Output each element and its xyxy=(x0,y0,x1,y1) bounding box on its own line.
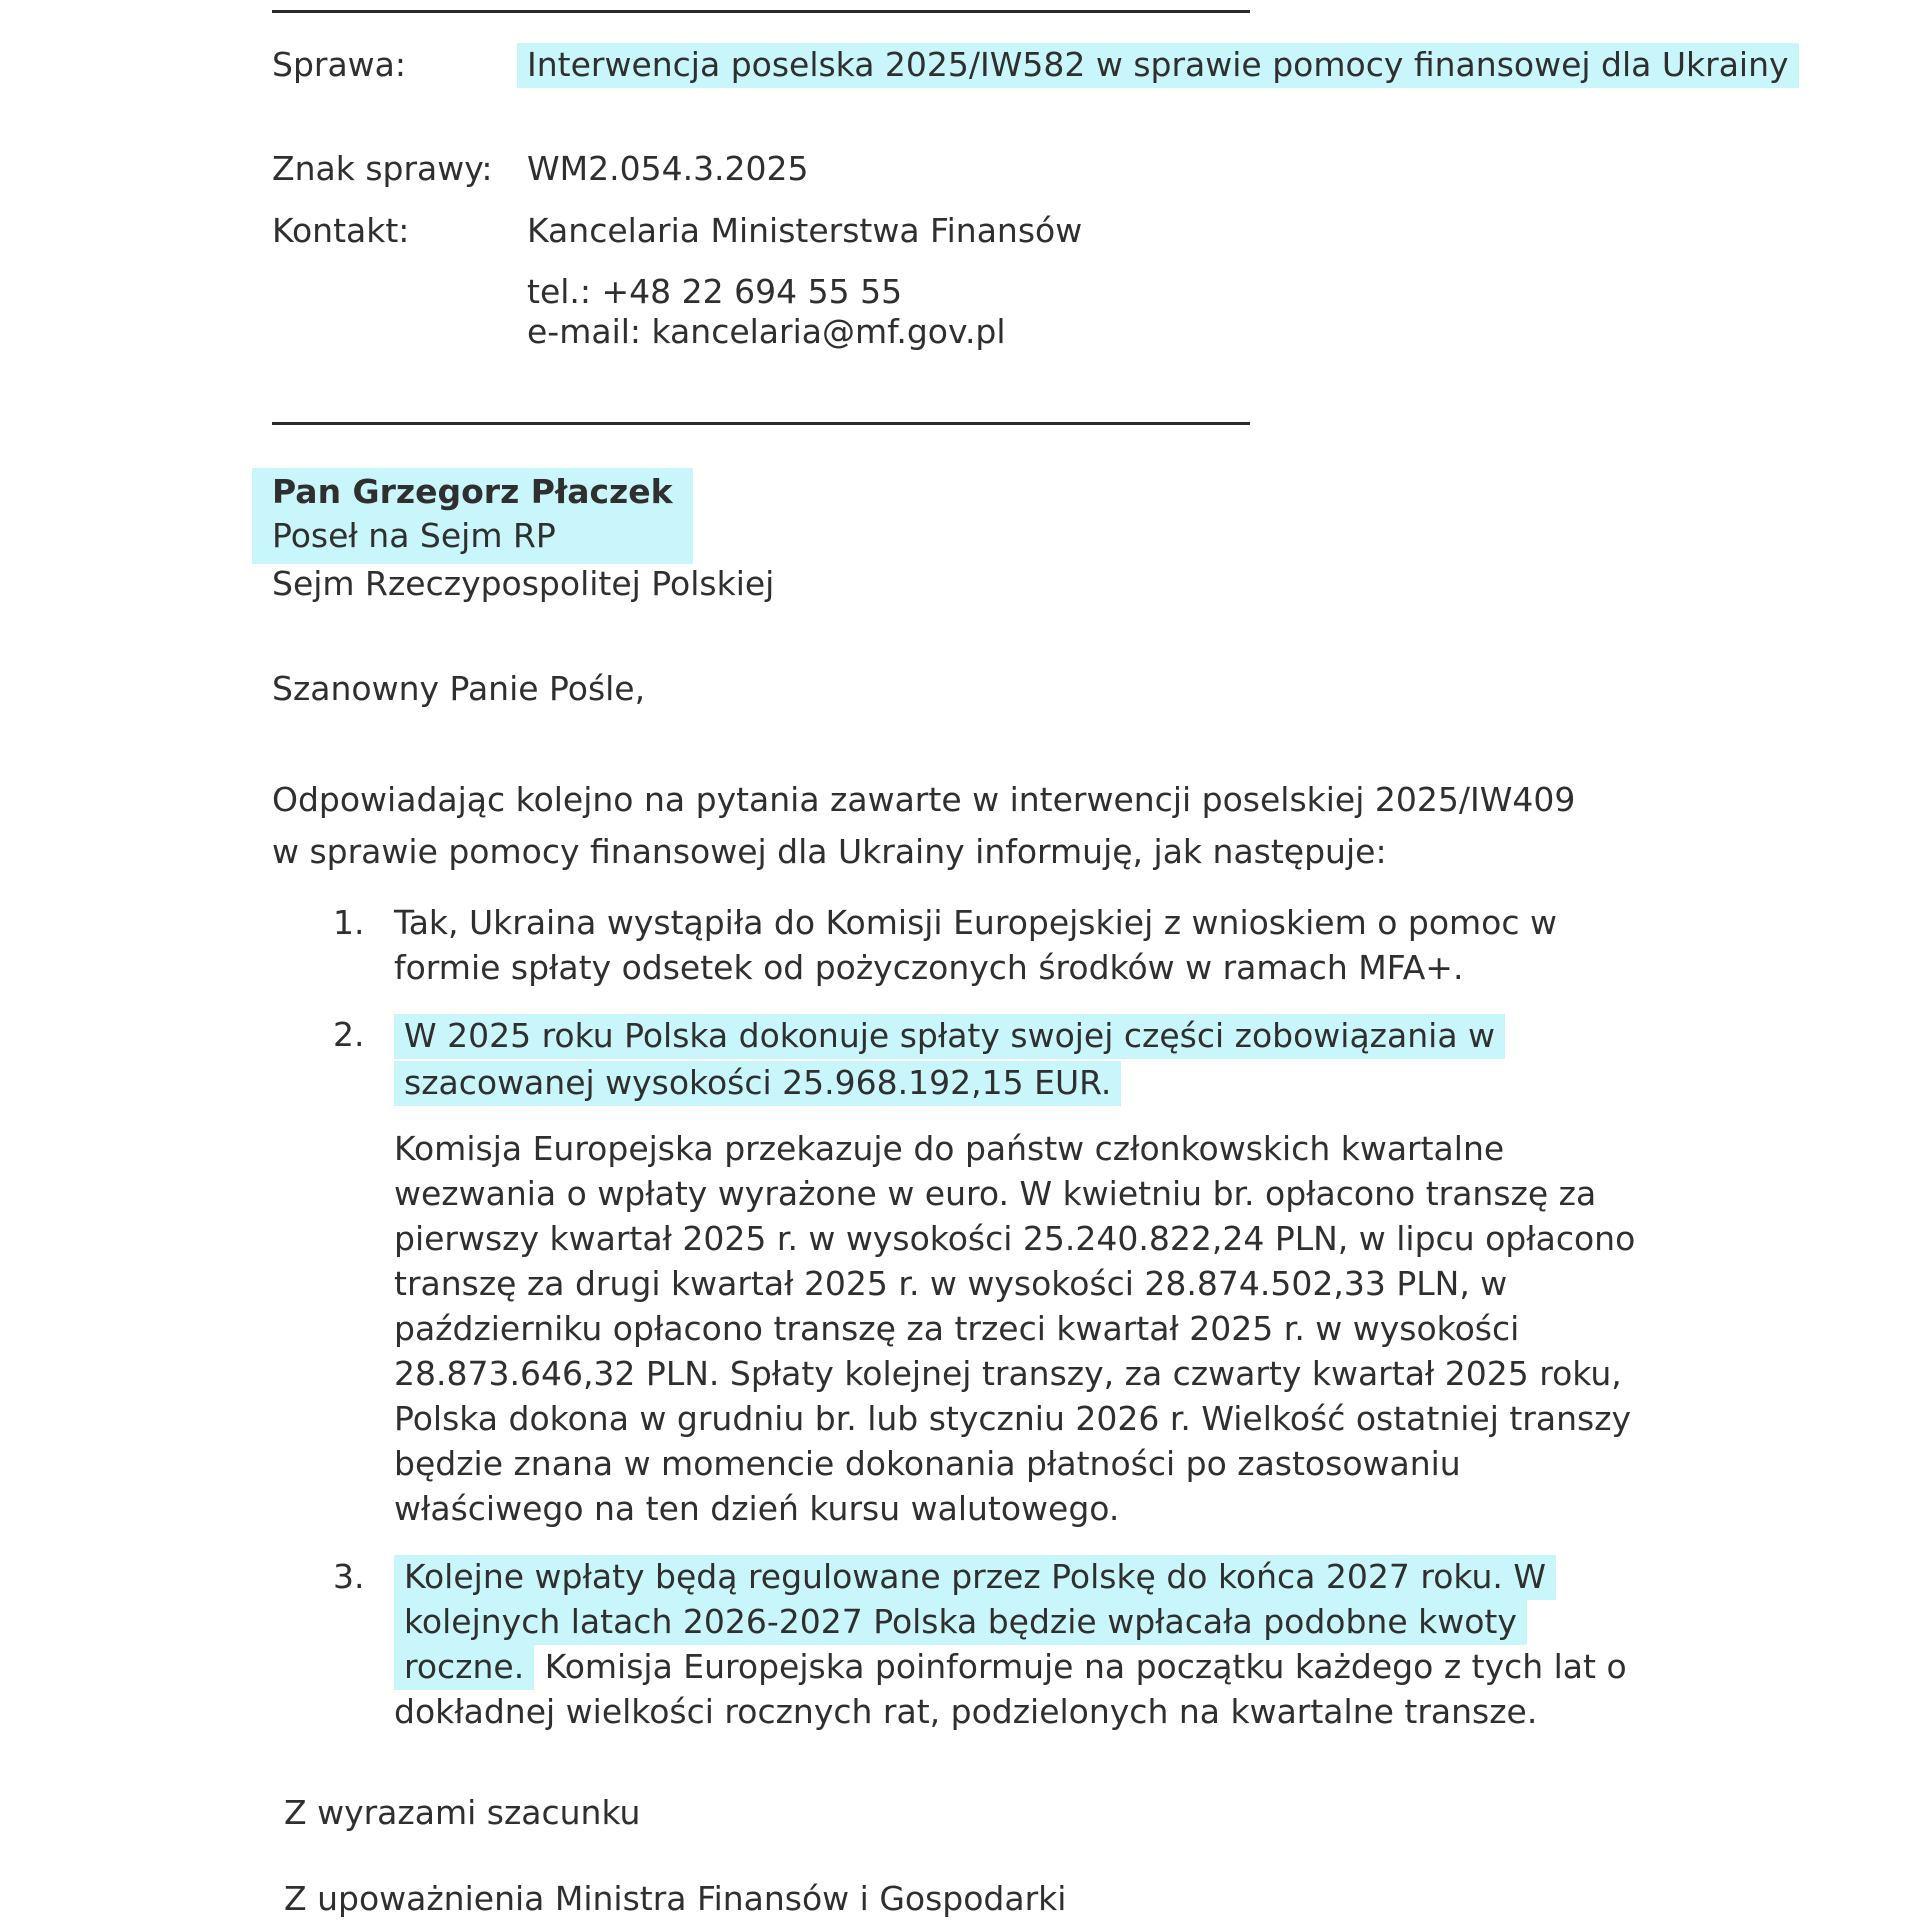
reference-row xyxy=(272,148,809,190)
contact-row xyxy=(272,210,1082,252)
list-item-3-highlight: Kolejne wpłaty będą regulowane przez Polskę do końca 2027 roku. W kolejnych latach 2026-2027 Polska będzie wpłacała podobne kwoty roczne. xyxy=(394,1555,1556,1690)
list-item-2 xyxy=(394,1012,1524,1106)
list-item-3-rest: Komisja Europejska poinformuje na początku każdego z tych lat o dokładnej wielkości rocznych rat, podzielonych na kwartalne transze. xyxy=(394,1647,1627,1731)
intro-paragraph: Odpowiadając kolejno na pytania zawarte w interwencji poselskiej 2025/IW409 w sprawie pomocy finansowej dla Ukrainy informuję, jak następuje: xyxy=(272,780,1576,871)
contact-email[interactable]: e-mail: kancelaria@mf.gov.pl xyxy=(527,312,1006,351)
case-row xyxy=(272,44,1887,86)
list-number-3: 3. xyxy=(333,1557,365,1596)
top-divider xyxy=(272,10,1250,13)
recipient-institution: Sejm Rzeczypospolitej Polskiej xyxy=(272,564,775,603)
closing: Z wyrazami szacunku xyxy=(284,1793,641,1832)
case-value: Interwencja poselska 2025/IW582 w sprawie pomocy finansowej dla Ukrainy xyxy=(517,43,1799,88)
list-item-1: Tak, Ukraina wystąpiła do Komisji Europejskiej z wnioskiem o pomoc w formie spłaty odsetek od pożyczonych środków w ramach MFA+. xyxy=(394,903,1557,987)
contact-details xyxy=(272,272,1006,352)
recipient-block xyxy=(272,468,774,606)
list-number-2: 2. xyxy=(333,1015,365,1054)
recipient-title: Poseł na Sejm RP xyxy=(272,516,556,555)
contact-label: Kontakt: xyxy=(272,211,410,250)
recipient-name: Pan Grzegorz Płaczek xyxy=(272,472,673,511)
list-number-1: 1. xyxy=(333,903,365,942)
greeting: Szanowny Panie Pośle, xyxy=(272,669,646,708)
list-item-2-highlight: W 2025 roku Polska dokonuje spłaty swojej części zobowiązania w szacowanej wysokości 25.968.192,15 EUR. xyxy=(394,1014,1505,1106)
list-item-2-detail: Komisja Europejska przekazuje do państw członkowskich kwartalne wezwania o wpłaty wyrażone w euro. W kwietniu br. opłacono transzę za pierwszy kwartał 2025 r. w wysokości 25.240.822,24 PLN, w lipcu opłacono transzę za drugi kwartał 2025 r. w wysokości 28.874.502,33 PLN, w październiku opłacono transzę za trzeci kwartał 2025 r. w wysokości 28.873.646,32 PLN. Spłaty kolejnej transzy, za czwarty kwartał 2025 roku, Polska dokona w grudniu br. lub styczniu 2026 r. Wielkość ostatniej transzy będzie znana w momencie dokonania płatności po zastosowaniu właściwego na ten dzień kursu walutowego. xyxy=(394,1129,1636,1528)
list-item-3 xyxy=(394,1554,1644,1734)
middle-divider xyxy=(272,422,1250,425)
reference-value: WM2.054.3.2025 xyxy=(527,149,809,188)
contact-phone: tel.: +48 22 694 55 55 xyxy=(527,272,903,311)
reference-label: Znak sprawy: xyxy=(272,149,493,188)
contact-office: Kancelaria Ministerstwa Finansów xyxy=(527,211,1083,250)
authority-line: Z upoważnienia Ministra Finansów i Gospodarki xyxy=(284,1879,1067,1918)
case-label: Sprawa: xyxy=(272,45,407,84)
